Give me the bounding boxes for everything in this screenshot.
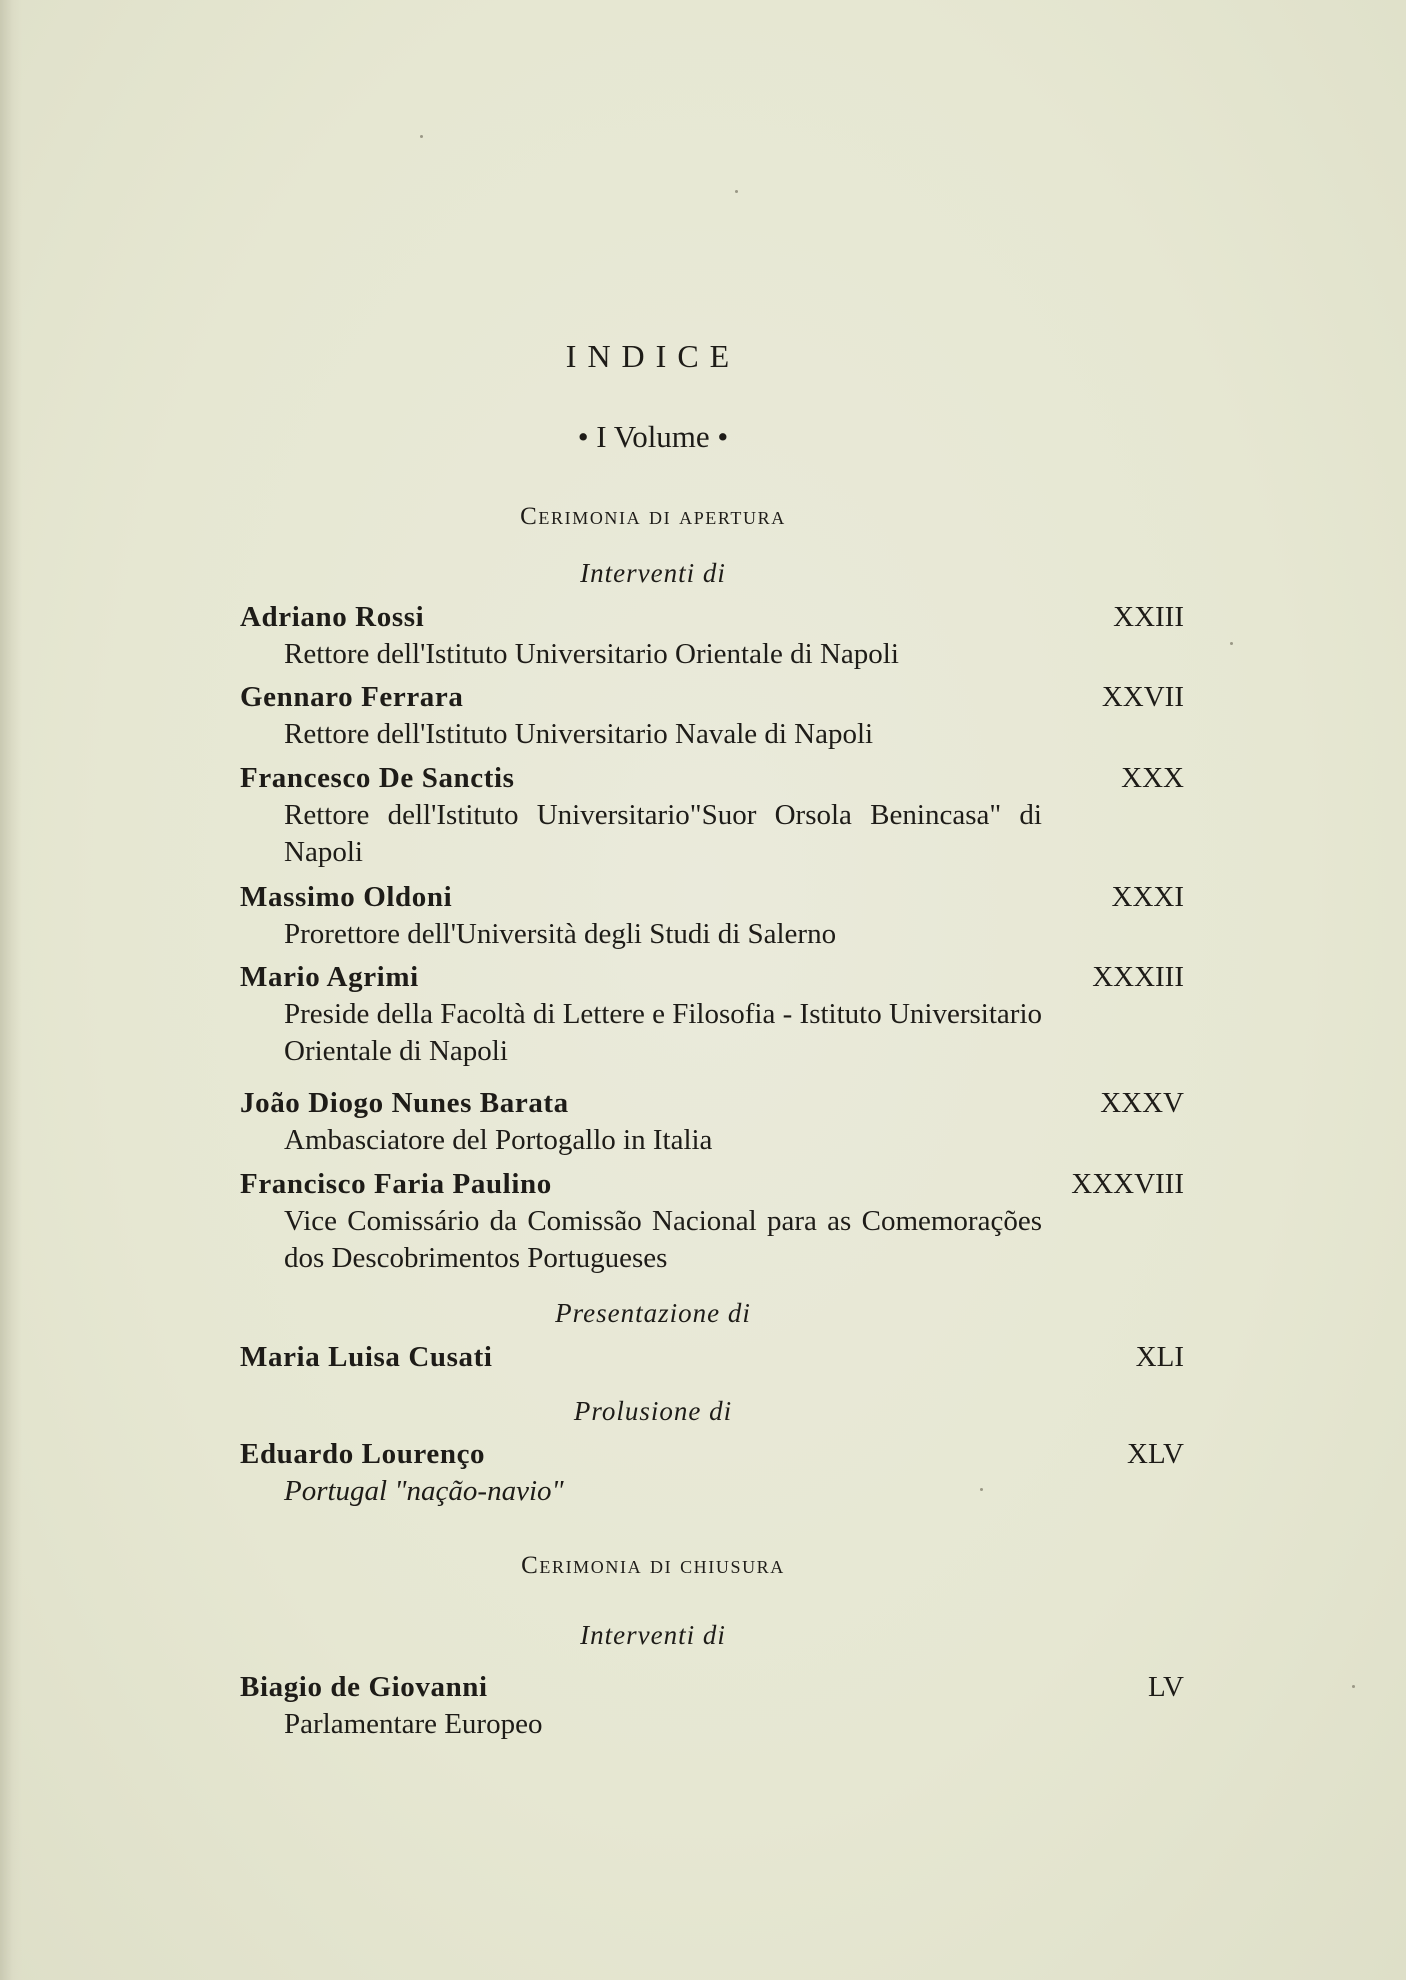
entry-role: Preside della Facoltà di Lettere e Filosofia - Istituto Universitario Orientale di Napoli: [284, 998, 1042, 1067]
interventi-label-opening: Interventi di: [580, 558, 726, 588]
entry-role: Ambasciatore del Portogallo in Italia: [284, 1124, 713, 1156]
entry-page-number: XXIII: [1113, 601, 1184, 633]
entry-author: Eduardo Lourenço: [240, 1438, 486, 1470]
section-heading-closing: Cerimonia di chiusura: [521, 1552, 785, 1579]
entry-author: Maria Luisa Cusati: [240, 1341, 493, 1373]
prolusione-label: Prolusione di: [573, 1396, 733, 1426]
toc-entry: [240, 599, 1184, 673]
entry-page-number: LV: [1148, 1671, 1184, 1703]
toc-entry: [240, 679, 1184, 753]
entry-page-number: XXXIII: [1092, 961, 1184, 993]
entry-author: João Diogo Nunes Barata: [240, 1087, 569, 1119]
toc-entry: [240, 1166, 1184, 1277]
paper-speck: [420, 135, 423, 138]
entry-author: Adriano Rossi: [240, 601, 425, 633]
entry-role: Rettore dell'Istituto Universitario"Suor Orsola Benincasa" di Napoli: [284, 799, 1042, 868]
toc-entry-prolusion: [240, 1436, 1184, 1510]
entry-author: Gennaro Ferrara: [240, 681, 464, 713]
entry-page-number: XXXI: [1111, 881, 1184, 913]
toc-entry: [240, 959, 1184, 1070]
toc-entry: [240, 879, 1184, 953]
entry-author: Francisco Faria Paulino: [240, 1168, 552, 1200]
entry-role: Parlamentare Europeo: [284, 1708, 543, 1740]
paper-speck: [980, 1488, 983, 1491]
entry-subtitle: Portugal "nação-navio": [284, 1475, 564, 1507]
entry-author: Massimo Oldoni: [240, 881, 453, 913]
toc-entry: [240, 760, 1184, 871]
entry-author: Mario Agrimi: [240, 961, 419, 993]
entry-role: Prorettore dell'Università degli Studi di Salerno: [284, 918, 837, 950]
interventi-label-closing: Interventi di: [580, 1620, 726, 1650]
presentazione-label: Presentazione di: [555, 1298, 751, 1328]
volume-heading: • I Volume •: [577, 419, 729, 454]
toc-entry: [240, 1085, 1184, 1159]
toc-entry: [240, 1669, 1184, 1743]
paper-speck: [1352, 1685, 1355, 1688]
index-title: INDICE: [565, 338, 741, 374]
paper-speck: [735, 190, 738, 193]
entry-page-number: XXXV: [1100, 1087, 1184, 1119]
entry-page-number: XXVII: [1101, 681, 1184, 713]
toc-entry-presentation: [240, 1339, 1184, 1376]
entry-page-number: XLV: [1127, 1438, 1184, 1470]
entry-role: Rettore dell'Istituto Universitario Orientale di Napoli: [284, 638, 899, 670]
entry-page-number: XLI: [1135, 1341, 1184, 1373]
entry-role: Rettore dell'Istituto Universitario Navale di Napoli: [284, 718, 874, 750]
page-binding-edge: [0, 0, 22, 1980]
paper-speck: [1230, 642, 1233, 645]
entry-page-number: XXXVIII: [1071, 1168, 1184, 1200]
section-heading-opening: Cerimonia di apertura: [520, 503, 786, 530]
entry-role: Vice Comissário da Comissão Nacional para as Comemorações dos Descobrimentos Portugueses: [284, 1205, 1042, 1274]
entry-author: Francesco De Sanctis: [240, 762, 515, 794]
entry-page-number: XXX: [1121, 762, 1184, 794]
entry-author: Biagio de Giovanni: [240, 1671, 488, 1703]
